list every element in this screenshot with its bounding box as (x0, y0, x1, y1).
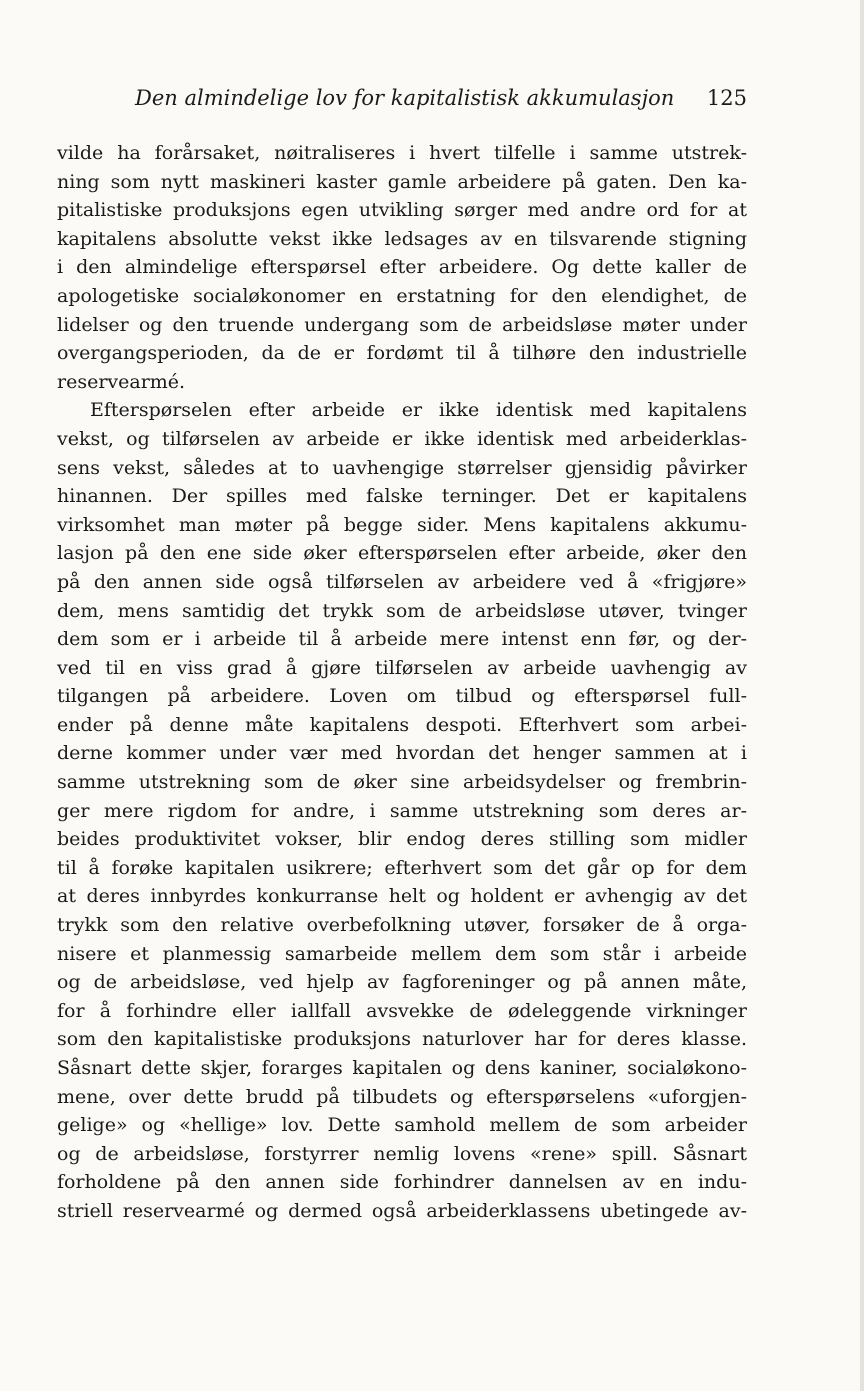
text-line: mene, over dette brudd på tilbudets og efterspørselens «uforgjen- (57, 1085, 747, 1108)
text-line: lidelser og den truende undergang som de arbeidsløse møter under (57, 313, 747, 336)
text-line: virksomhet man møter på begge sider. Mens kapitalens akkumu- (57, 513, 747, 536)
text-line: på den annen side også tilførselen av arbeidere ved å «frigjøre» (57, 570, 747, 593)
text-line: Efterspørselen efter arbeide er ikke identisk med kapitalens (90, 399, 747, 422)
text-line: striell reservearmé og dermed også arbeiderklassens ubetingede av- (57, 1199, 747, 1222)
paragraph-1 (57, 139, 747, 396)
text-line: dem, mens samtidig det trykk som de arbeidsløse utøver, tvinger (57, 599, 747, 622)
running-head (135, 86, 747, 116)
text-line: vilde ha forårsaket, nøitraliseres i hvert tilfelle i samme utstrek- (57, 142, 747, 164)
page-number: 125 (706, 86, 747, 110)
text-line: beides produktivitet vokser, blir endog deres stilling som midler (57, 828, 747, 851)
text-line: vekst, og tilførselen av arbeide er ikke identisk med arbeiderklas- (57, 427, 747, 450)
text-line: ger mere rigdom for andre, i samme utstrekning som deres ar- (57, 799, 747, 822)
text-line: derne kommer under vær med hvordan det henger sammen at i (57, 742, 747, 765)
text-line: tilgangen på arbeidere. Loven om tilbud og efterspørsel full- (57, 685, 747, 708)
text-line: reservearmé. (57, 370, 186, 393)
text-line: samme utstrekning som de øker sine arbeidsydelser og frembrin- (57, 771, 747, 794)
text-line: ning som nytt maskineri kaster gamle arbeidere på gaten. Den ka- (57, 170, 747, 193)
text-line: forholdene på den annen side forhindrer dannelsen av en indu- (57, 1171, 747, 1194)
text-line: kapitalens absolutte vekst ikke ledsages av en tilsvarende stigning (57, 227, 747, 250)
running-title: Den almindelige lov for kapitalistisk akkumulasjon (135, 86, 675, 110)
text-line: til å forøke kapitalen usikrere; efterhvert som det går op for dem (57, 856, 747, 879)
text-line: lasjon på den ene side øker efterspørselen efter arbeide, øker den (57, 542, 747, 565)
text-line: dem som er i arbeide til å arbeide mere intenst enn før, og der- (57, 628, 747, 651)
text-line: i den almindelige efterspørsel efter arbeidere. Og dette kaller de (57, 256, 747, 279)
text-line: overgangsperioden, da de er fordømt til å tilhøre den industrielle (57, 342, 747, 365)
text-line: nisere et planmessig samarbeide mellem dem som står i arbeide (57, 942, 747, 965)
text-line: gelige» og «hellige» lov. Dette samhold mellem de som arbeider (57, 1114, 747, 1137)
page-edge (860, 0, 864, 1391)
text-line: hinannen. Der spilles med falske terninger. Det er kapitalens (57, 485, 747, 508)
text-line: trykk som den relative overbefolkning utøver, forsøker de å orga- (57, 914, 747, 937)
text-line: som den kapitalistiske produksjons naturlover har for deres klasse. (57, 1028, 747, 1051)
body-text (57, 139, 747, 1226)
paragraph-2 (57, 396, 747, 1225)
text-line: apologetiske socialøkonomer en erstatning for den elendighet, de (57, 284, 747, 307)
text-line: ender på denne måte kapitalens despoti. Efterhvert som arbei- (57, 713, 747, 736)
text-line: ved til en viss grad å gjøre tilførselen av arbeide uavhengig av (57, 656, 747, 679)
text-line: og de arbeidsløse, ved hjelp av fagforeninger og på annen måte, (57, 971, 747, 994)
text-line: at deres innbyrdes konkurranse helt og holdent er avhengig av det (57, 885, 747, 908)
text-line: sens vekst, således at to uavhengige størrelser gjensidig påvirker (57, 456, 747, 479)
text-line: for å forhindre eller iallfall avsvekke de ødeleggende virkninger (57, 999, 747, 1022)
text-line: Såsnart dette skjer, forarges kapitalen og dens kaniner, socialøkono- (57, 1057, 747, 1079)
text-line: og de arbeidsløse, forstyrrer nemlig lovens «rene» spill. Såsnart (57, 1142, 747, 1165)
text-line: pitalistiske produksjons egen utvikling sørger med andre ord for at (57, 199, 747, 222)
